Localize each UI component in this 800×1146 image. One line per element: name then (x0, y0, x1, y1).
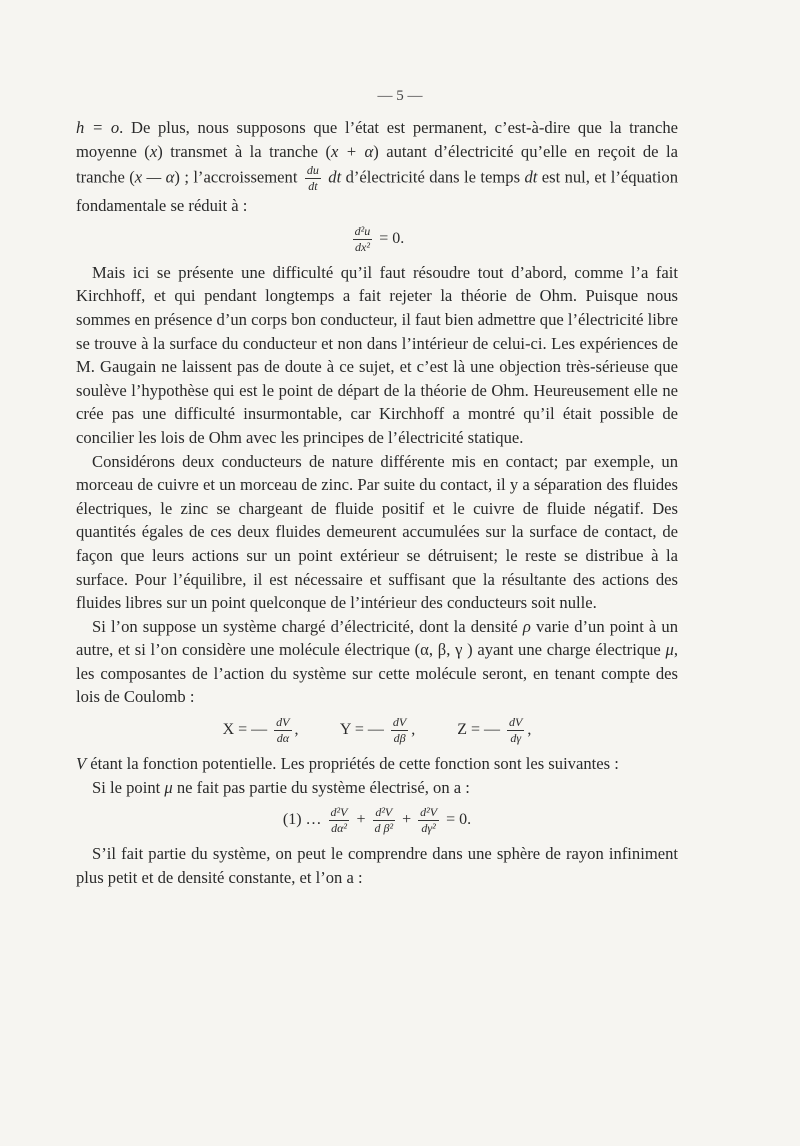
text-fragment: x + α (330, 141, 374, 161)
text-fragment: varie d’un point à un autre, et si l’on considère une molécule électrique (α, β, γ ) ayant une charge électrique (76, 616, 678, 660)
fraction (391, 715, 408, 746)
text-fragment: dt (328, 167, 342, 187)
equation-rhs: = 0. (446, 811, 472, 829)
text-fragment: ) ; l’accroissement (174, 167, 298, 187)
paragraph-5 (76, 752, 678, 776)
text-fragment: étant la fonction potentielle. Les propriétés de cette fonction sont les suivantes : (86, 754, 619, 774)
text-fragment: est nul, et l’équation fondamentale se réduit à : (76, 167, 678, 216)
text-fragment: x — α (134, 167, 175, 187)
text-fragment: x (149, 141, 158, 161)
fraction-numerator: d²V (420, 805, 438, 820)
fraction-numerator: d²u (354, 223, 371, 238)
paragraph-4 (76, 615, 678, 709)
fraction-denominator: dt (308, 179, 318, 194)
equation-z-lhs: Z = — (457, 721, 501, 739)
fraction-denominator: dx² (355, 239, 370, 254)
fraction-numerator: dV (392, 715, 407, 730)
paragraph-1 (76, 116, 678, 218)
text-fragment: d’électricité dans le temps (341, 167, 525, 187)
text-fragment: ) transmet à la tranche ( (157, 141, 331, 161)
paragraph-7: S’il fait partie du système, on peut le comprendre dans une sphère de rayon infiniment plus petit et de densité constante, et l’on a : (76, 844, 678, 887)
fraction-numerator: dV (509, 715, 523, 730)
separator: , (411, 721, 416, 739)
fraction-denominator: dγ² (421, 821, 436, 836)
inline-fraction (305, 163, 321, 194)
plus-sign: + (402, 811, 412, 829)
fraction-denominator: d β² (374, 821, 394, 836)
equation-y-lhs: Y = — (339, 721, 384, 739)
fraction (353, 224, 373, 255)
paragraph-2: Mais ici se présente une difficulté qu’il faut résoudre tout d’abord, comme l’a fait Kirchhoff, et qui pendant longtemps a fait rejeter la théorie de Ohm. Puisque nous sommes en présence d’un corps bon conducteur, il faut bien admettre que l’électricité libre se trouve à la surface du conducteur et non dans l’intérieur de celui-ci. Les expériences de M. Gaugain ne laissent pas de doute à ce sujet, et c’est là une objection très-sérieuse que soulève l’hypothèse qui est le point de départ de la théorie de Ohm. Heureusement elle ne crée pas une difficulté insurmontable, car Kirchhoff a montré qu’il était possible de concilier les lois de Ohm avec les principes de l’électricité statique. (76, 262, 679, 447)
text-fragment: h = o (76, 118, 120, 137)
fraction (373, 805, 396, 836)
symbol-rho: ρ (522, 616, 531, 636)
text-fragment: ) autant d’électricité qu’elle en reçoit de la tranche ( (76, 141, 678, 187)
fraction-numerator: du (306, 163, 319, 178)
text-fragment: . De plus, nous supposons que l’état est permanent, c’est-à-dire que la tranche moyenne ( (76, 118, 678, 161)
equation-label: (1) … (282, 811, 322, 829)
text-fragment: ne fait pas partie du système électrisé, on a : (172, 777, 470, 797)
body-text (76, 116, 678, 889)
equation-1 (76, 224, 678, 255)
fraction-denominator: dα² (331, 821, 347, 836)
page-number: — 5 — (377, 88, 423, 104)
fraction-numerator: d²V (373, 805, 396, 821)
fraction-numerator: d²V (330, 805, 348, 820)
fraction-denominator: dα (276, 731, 289, 746)
symbol-mu: μ (665, 640, 674, 660)
separator: , (527, 721, 532, 739)
text-fragment: Si l’on suppose un système chargé d’électricité, dont la densité (92, 616, 523, 636)
equation-x-lhs: X = — (222, 721, 268, 739)
fraction-numerator: dV (276, 715, 290, 730)
equation-2 (76, 715, 678, 746)
equation-3 (76, 805, 678, 836)
fraction (507, 715, 524, 746)
fraction (274, 715, 291, 746)
text-fragment: dt (524, 167, 538, 187)
text-fragment: Si le point (92, 777, 165, 797)
fraction-denominator: dβ (393, 731, 406, 746)
text-fragment: , les composantes de l’action du système sur cette molécule seront, en tenant compte des lois de Coulomb : (76, 640, 678, 707)
paragraph-3: Considérons deux conducteurs de nature différente mis en contact; par exemple, un morceau de cuivre et un morceau de zinc. Par suite du contact, il y a séparation des fluides électriques, le zinc se chargeant de fluide positif et le cuivre de fluide négatif. Des quantités égales de ces deux fluides demeurent accumulées sur la surface de contact, de façon que leurs actions sur un point extérieur se détruisent; le reste se distribue à la surface. Pour l’équilibre, il est nécessaire et suffisant que la résultante des actions des fluides libres sur un point quelconque de l’intérieur des conducteurs soit nulle. (76, 451, 678, 613)
symbol-v: V (76, 754, 87, 774)
plus-sign: + (356, 811, 366, 829)
fraction-denominator: dγ (510, 731, 522, 746)
paragraph-6 (76, 776, 678, 800)
fraction (418, 805, 439, 836)
separator: , (294, 721, 299, 739)
equation-rhs: = 0. (379, 229, 405, 247)
symbol-mu: μ (164, 777, 173, 797)
fraction (329, 805, 350, 836)
